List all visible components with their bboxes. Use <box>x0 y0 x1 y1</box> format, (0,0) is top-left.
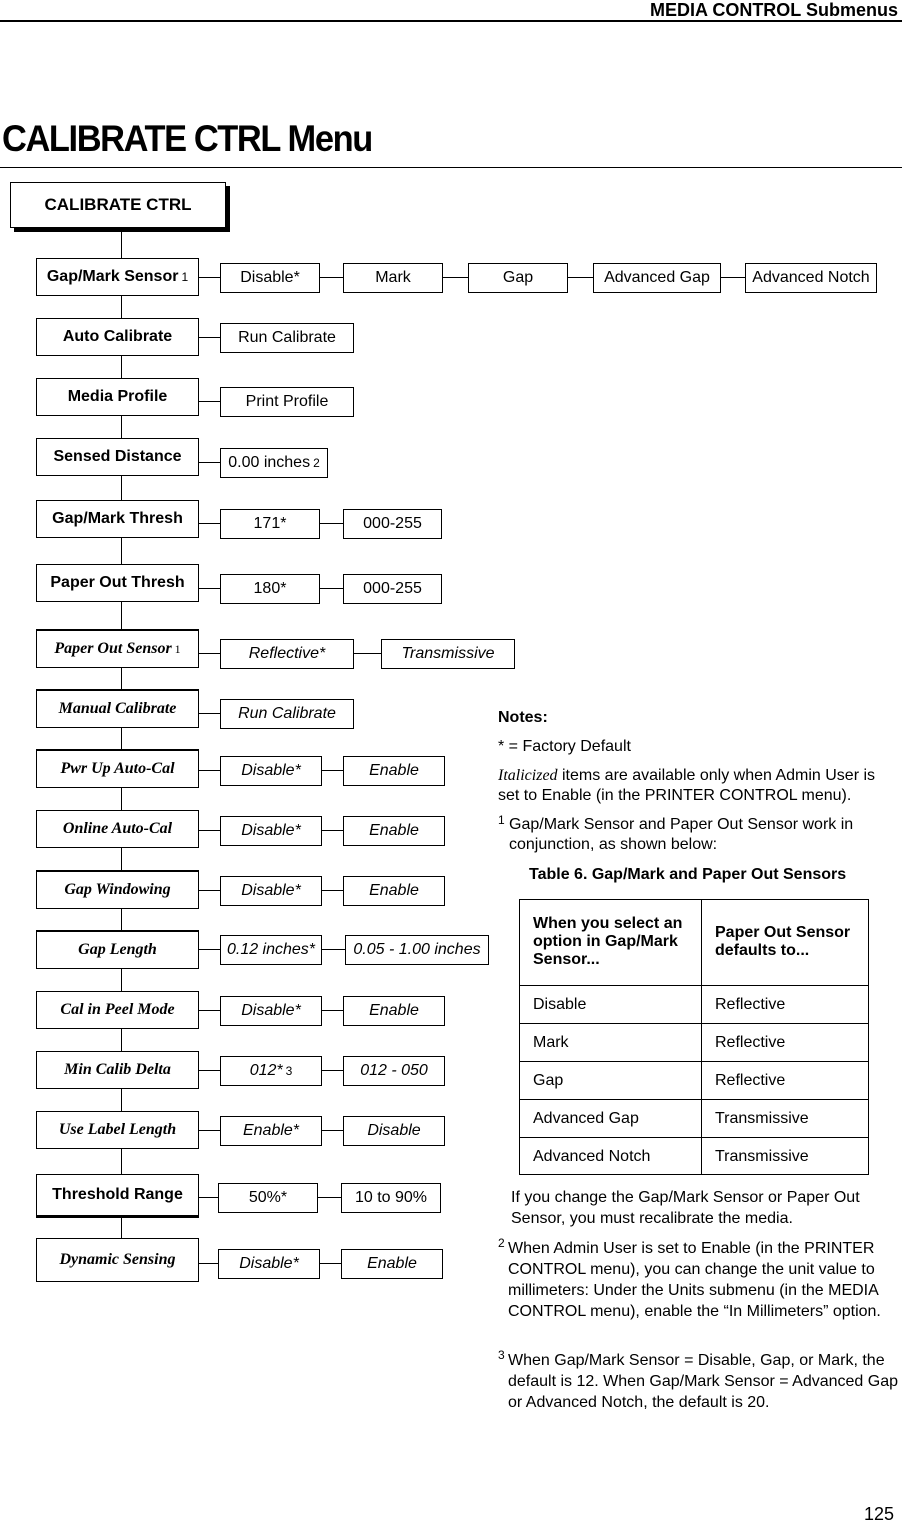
option-box: Print Profile <box>220 387 354 417</box>
table-cell: Transmissive <box>701 1138 868 1176</box>
menu-item-label: Auto Calibrate <box>62 328 173 345</box>
option-box: Run Calibrate <box>220 699 354 729</box>
option-box: Mark <box>343 263 443 293</box>
footnote-2-mark: 2 <box>498 1236 505 1250</box>
connector <box>198 1010 220 1011</box>
option-box: Gap <box>468 263 568 293</box>
menu-item-use-label-length <box>36 1111 199 1149</box>
table-header: Paper Out Sensor defaults to... <box>715 924 851 959</box>
connector <box>319 523 343 524</box>
menu-item-threshold-range <box>36 1174 199 1216</box>
menu-item-label: Gap/Mark Thresh <box>52 510 183 527</box>
option-box: Enable <box>343 816 445 846</box>
notes-block <box>498 708 898 855</box>
menu-item-label: Gap Length <box>78 941 157 958</box>
header-rule <box>0 20 902 22</box>
table-cell: Advanced Gap <box>519 1100 701 1138</box>
connector <box>321 1070 343 1071</box>
notes-heading: Notes: <box>498 709 548 726</box>
connector <box>198 653 220 654</box>
connector <box>198 890 220 891</box>
footnote-3-mark: 3 <box>498 1348 505 1362</box>
option-box: 000-255 <box>343 509 442 539</box>
connector <box>353 653 381 654</box>
connector <box>198 713 220 714</box>
title-rule <box>0 167 902 168</box>
option-box: Advanced Gap <box>593 263 721 293</box>
table-cell: Reflective <box>701 1024 868 1062</box>
menu-item-label: Pwr Up Auto-Cal <box>60 760 175 777</box>
menu-item-label: Media Profile <box>67 388 168 405</box>
menu-item-label: Use Label Length <box>58 1121 177 1138</box>
table-cell: Disable <box>519 986 701 1024</box>
option-box: 0.05 - 1.00 inches <box>345 935 489 965</box>
menu-item-label: Manual Calibrate <box>58 700 177 717</box>
connector <box>198 401 220 402</box>
menu-item-label: Dynamic Sensing <box>59 1251 176 1268</box>
connector <box>198 588 220 589</box>
connector <box>319 277 343 278</box>
option-box: 50%* <box>218 1183 318 1213</box>
footnote-2-text: When Admin User is set to Enable (in the PRINTER CONTROL menu), you can change the unit value to millimeters: Under the Units submenu (in the MEDIA CONTROL menu), enable the “In Millimeters” option. <box>508 1240 881 1320</box>
connector <box>198 337 220 338</box>
connector <box>317 1197 341 1198</box>
option-box: Transmissive <box>381 639 515 669</box>
option-box: Enable <box>343 876 445 906</box>
footnote-3 <box>498 1350 898 1413</box>
connector <box>198 770 220 771</box>
italicized-word: Italicized <box>498 767 558 784</box>
option-box: 000-255 <box>343 574 442 604</box>
option-box: Disable* <box>220 263 320 293</box>
option-box: Enable <box>343 756 445 786</box>
table-cell: Reflective <box>701 1062 868 1100</box>
option-box: Reflective* <box>220 639 354 669</box>
option-box: Enable <box>343 996 445 1026</box>
connector <box>198 949 220 950</box>
menu-item-gap-length <box>36 931 199 969</box>
connector <box>198 1263 218 1264</box>
table-cell: Mark <box>519 1024 701 1062</box>
italic-note <box>498 766 898 806</box>
footnote-ref: 1 <box>181 270 189 284</box>
table-cell: Reflective <box>701 986 868 1024</box>
connector <box>198 1197 218 1198</box>
option-box: Disable* <box>220 996 322 1026</box>
connector <box>198 1130 220 1131</box>
menu-item-label: Sensed Distance <box>53 448 182 465</box>
menu-item-label: Min Calib Delta <box>64 1061 171 1078</box>
connector <box>198 277 220 278</box>
menu-item-gap-windowing <box>36 871 199 909</box>
footnote-ref: 2 <box>313 456 320 470</box>
footnote-1-mark: 1 <box>498 813 505 827</box>
connector <box>321 830 343 831</box>
option-box: Disable <box>343 1116 445 1146</box>
option-box: Disable* <box>220 816 322 846</box>
option-box: 10 to 90% <box>341 1183 441 1213</box>
menu-item-label: Cal in Peel Mode <box>60 1001 175 1018</box>
menu-item-gap-mark-sensor <box>36 258 199 296</box>
footnote-2 <box>498 1238 898 1322</box>
table-header: When you select an option in Gap/Mark Sensor... <box>533 915 683 968</box>
connector <box>720 277 745 278</box>
option-box <box>220 1056 322 1086</box>
footnote-ref: 1 <box>174 641 181 656</box>
menu-item-cal-in-peel-mode <box>36 991 199 1029</box>
option-label: 012* <box>249 1062 283 1079</box>
option-box <box>220 448 328 478</box>
connector <box>319 1263 341 1264</box>
connector <box>567 277 593 278</box>
italic-note-text: items are available only when Admin User is set to Enable (in the PRINTER CONTROL menu). <box>498 767 876 804</box>
option-box: Enable* <box>220 1116 322 1146</box>
option-box: Enable <box>341 1249 443 1279</box>
page-number: 125 <box>863 1504 894 1524</box>
menu-item-online-auto-cal <box>36 810 199 848</box>
option-box: 180* <box>220 574 320 604</box>
option-box: Disable* <box>220 876 322 906</box>
menu-item-label: Online Auto-Cal <box>62 820 173 837</box>
menu-item-min-calib-delta <box>36 1051 199 1089</box>
table-cell: Gap <box>519 1062 701 1100</box>
option-box: 0.12 inches* <box>220 935 322 965</box>
connector <box>321 1130 343 1131</box>
footnote-1-text: Gap/Mark Sensor and Paper Out Sensor work in conjunction, as shown below: <box>509 816 854 853</box>
option-box: 012 - 050 <box>343 1056 445 1086</box>
recalibrate-note: If you change the Gap/Mark Sensor or Paper Out Sensor, you must recalibrate the media. <box>511 1189 860 1227</box>
menu-item-manual-calibrate <box>36 690 199 728</box>
connector <box>442 277 468 278</box>
connector <box>198 523 220 524</box>
connector <box>321 770 343 771</box>
option-box: Disable* <box>220 756 322 786</box>
connector <box>321 890 343 891</box>
connector <box>319 588 343 589</box>
table-caption: Table 6. Gap/Mark and Paper Out Sensors <box>529 866 847 883</box>
option-label: 0.00 inches <box>228 454 311 471</box>
connector <box>198 1070 220 1071</box>
table-column-divider <box>701 899 702 1174</box>
page-title: CALIBRATE CTRL Menu <box>2 118 372 159</box>
option-box: Run Calibrate <box>220 323 354 353</box>
table-cell: Advanced Notch <box>519 1138 701 1176</box>
footnote-3-text: When Gap/Mark Sensor = Disable, Gap, or Mark, the default is 12. When Gap/Mark Sensor = Advanced Gap or Advanced Notch, the default is 20. <box>508 1352 898 1411</box>
option-box: 171* <box>220 509 320 539</box>
menu-item-dynamic-sensing <box>36 1238 199 1282</box>
menu-item-pwr-up-auto-cal <box>36 750 199 788</box>
connector <box>198 830 220 831</box>
table-header-double-rule <box>519 985 868 986</box>
menu-item-paper-out-sensor <box>36 630 199 668</box>
menu-item-auto-calibrate <box>36 318 199 356</box>
menu-item-label: Paper Out Thresh <box>50 574 185 591</box>
menu-item-label: Paper Out Sensor <box>54 640 172 657</box>
option-box: Disable* <box>218 1249 320 1279</box>
factory-default-note: * = Factory Default <box>498 738 631 755</box>
menu-item-gap-mark-thresh <box>36 500 199 538</box>
menu-item-label: Threshold Range <box>52 1186 183 1203</box>
table-frame <box>519 899 869 1175</box>
menu-item-label: Gap/Mark Sensor <box>46 268 179 285</box>
connector <box>198 462 220 463</box>
connector <box>321 1010 343 1011</box>
menu-item-media-profile <box>36 378 199 416</box>
menu-item-label: Gap Windowing <box>64 881 171 898</box>
connector <box>321 949 345 950</box>
footnote-ref: 3 <box>285 1064 293 1078</box>
menu-item-sensed-distance <box>36 438 199 476</box>
footnote-1 <box>498 815 898 855</box>
table-cell: Transmissive <box>701 1100 868 1138</box>
section-header-title: MEDIA CONTROL Submenus <box>649 0 898 20</box>
menu-item-paper-out-thresh <box>36 564 199 602</box>
root-menu-box: CALIBRATE CTRL <box>10 182 226 228</box>
option-box: Advanced Notch <box>745 263 877 293</box>
